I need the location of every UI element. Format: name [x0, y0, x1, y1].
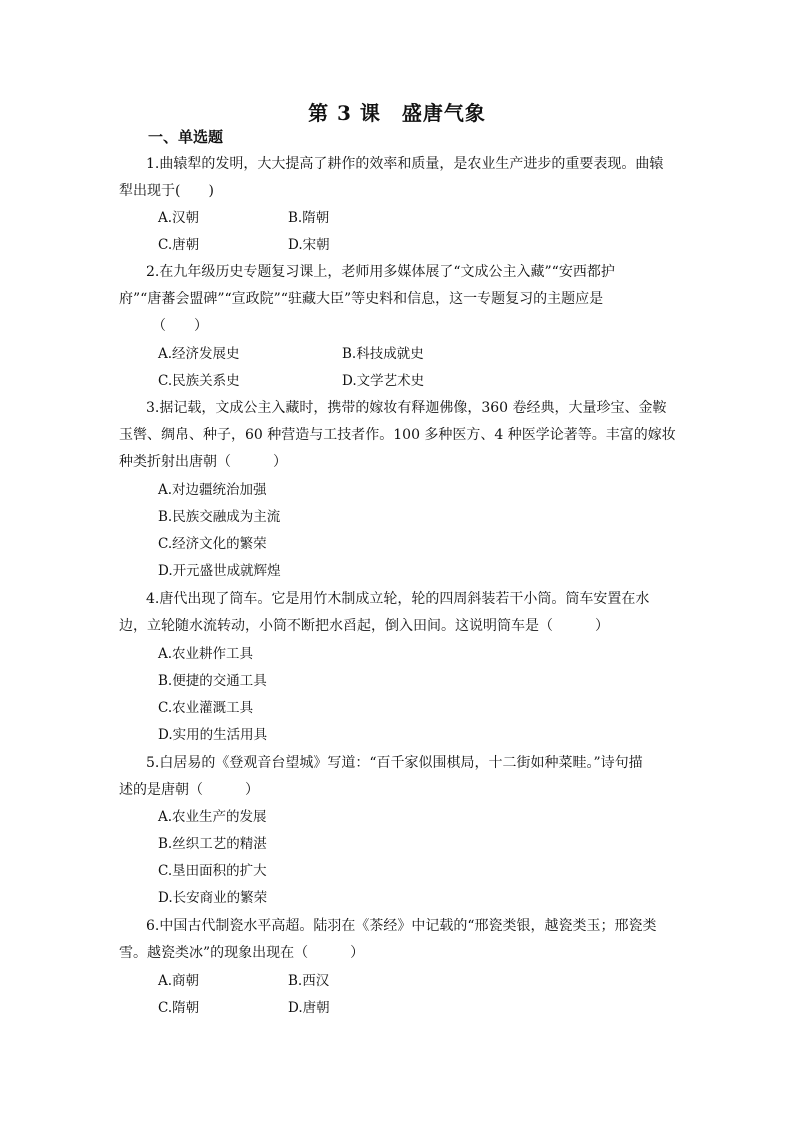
question-4-line-1: 4.唐代出现了筒车。它是用竹木制成立轮，轮的四周斜装若干小筒。筒车安置在水 — [146, 591, 650, 607]
question-1-option-b[interactable]: B.隋朝 — [288, 210, 330, 226]
question-1-line-1: 1.曲辕犁的发明，大大提高了耕作的效率和质量，是农业生产进步的重要表现。曲辕 — [146, 156, 664, 172]
question-1-option-c[interactable]: C.唐朝 — [158, 237, 200, 253]
question-5-line-2: 述的是唐朝（ ） — [119, 782, 259, 798]
question-6-line-2: 雪。越瓷类冰”的现象出现在（ ） — [119, 945, 365, 961]
question-1-option-d[interactable]: D.宋朝 — [288, 237, 330, 253]
question-4-line-2: 边，立轮随水流转动，小筒不断把水舀起，倒入田间。这说明筒车是（ ） — [119, 618, 609, 634]
question-3-line-3: 种类折射出唐朝（ ） — [119, 454, 287, 470]
question-3-option-d[interactable]: D.开元盛世成就辉煌 — [158, 563, 281, 579]
question-2-option-c[interactable]: C.民族关系史 — [158, 373, 240, 389]
question-5-line-1: 5.白居易的《登观音台望城》写道：“百千家似围棋局，十二街如种菜畦。”诗句描 — [146, 755, 643, 771]
question-6-option-b[interactable]: B.西汉 — [288, 973, 330, 989]
question-4-option-b[interactable]: B.便捷的交通工具 — [158, 673, 267, 689]
section-heading: 一、单选题 — [148, 128, 224, 146]
question-4-option-d[interactable]: D.实用的生活用具 — [158, 727, 268, 743]
question-4-option-c[interactable]: C.农业灌溉工具 — [158, 700, 254, 716]
question-1-line-2: 犁出现于( ) — [119, 183, 214, 199]
question-2-line-2: 府”“唐蕃会盟碑”“宣政院”“驻藏大臣”等史料和信息，这一专题复习的主题应是 — [119, 291, 604, 307]
question-2-option-d[interactable]: D.文学艺术史 — [342, 373, 425, 389]
question-5-option-b[interactable]: B.丝织工艺的精湛 — [158, 836, 267, 852]
question-5-option-d[interactable]: D.长安商业的繁荣 — [158, 890, 268, 906]
question-6-line-1: 6.中国古代制瓷水平高超。陆羽在《茶经》中记载的“邢瓷类银，越瓷类玉；邢瓷类 — [146, 918, 657, 934]
question-3-option-c[interactable]: C.经济文化的繁荣 — [158, 536, 267, 552]
question-6-option-a[interactable]: A.商朝 — [158, 973, 200, 989]
question-1-option-a[interactable]: A.汉朝 — [158, 210, 200, 226]
question-3-line-1: 3.据记载，文成公主入藏时，携带的嫁妆有释迦佛像，360 卷经典，大量珍宝、金鞍 — [146, 400, 667, 416]
question-2-line-1: 2.在九年级历史专题复习课上，老师用多媒体展了“文成公主入藏”“安西都护 — [146, 264, 615, 280]
question-6-option-c[interactable]: C.隋朝 — [158, 1000, 200, 1016]
question-4-option-a[interactable]: A.农业耕作工具 — [158, 646, 254, 662]
question-3-line-2: 玉辔、绸帛、种子，60 种营造与工技者作。100 多种医方、4 种医学论著等。丰富的嫁妆 — [119, 427, 676, 443]
question-6-option-d[interactable]: D.唐朝 — [288, 1000, 330, 1016]
question-2-option-b[interactable]: B.科技成就史 — [342, 346, 424, 362]
question-3-option-b[interactable]: B.民族交融成为主流 — [158, 509, 281, 525]
question-2-option-a[interactable]: A.经济发展史 — [158, 346, 240, 362]
question-2-line-3: （ ） — [152, 318, 208, 334]
page-title: 第 3 课 盛唐气象 — [308, 101, 486, 125]
question-5-option-c[interactable]: C.垦田面积的扩大 — [158, 863, 267, 879]
question-5-option-a[interactable]: A.农业生产的发展 — [158, 809, 267, 825]
question-3-option-a[interactable]: A.对边疆统治加强 — [158, 482, 267, 498]
